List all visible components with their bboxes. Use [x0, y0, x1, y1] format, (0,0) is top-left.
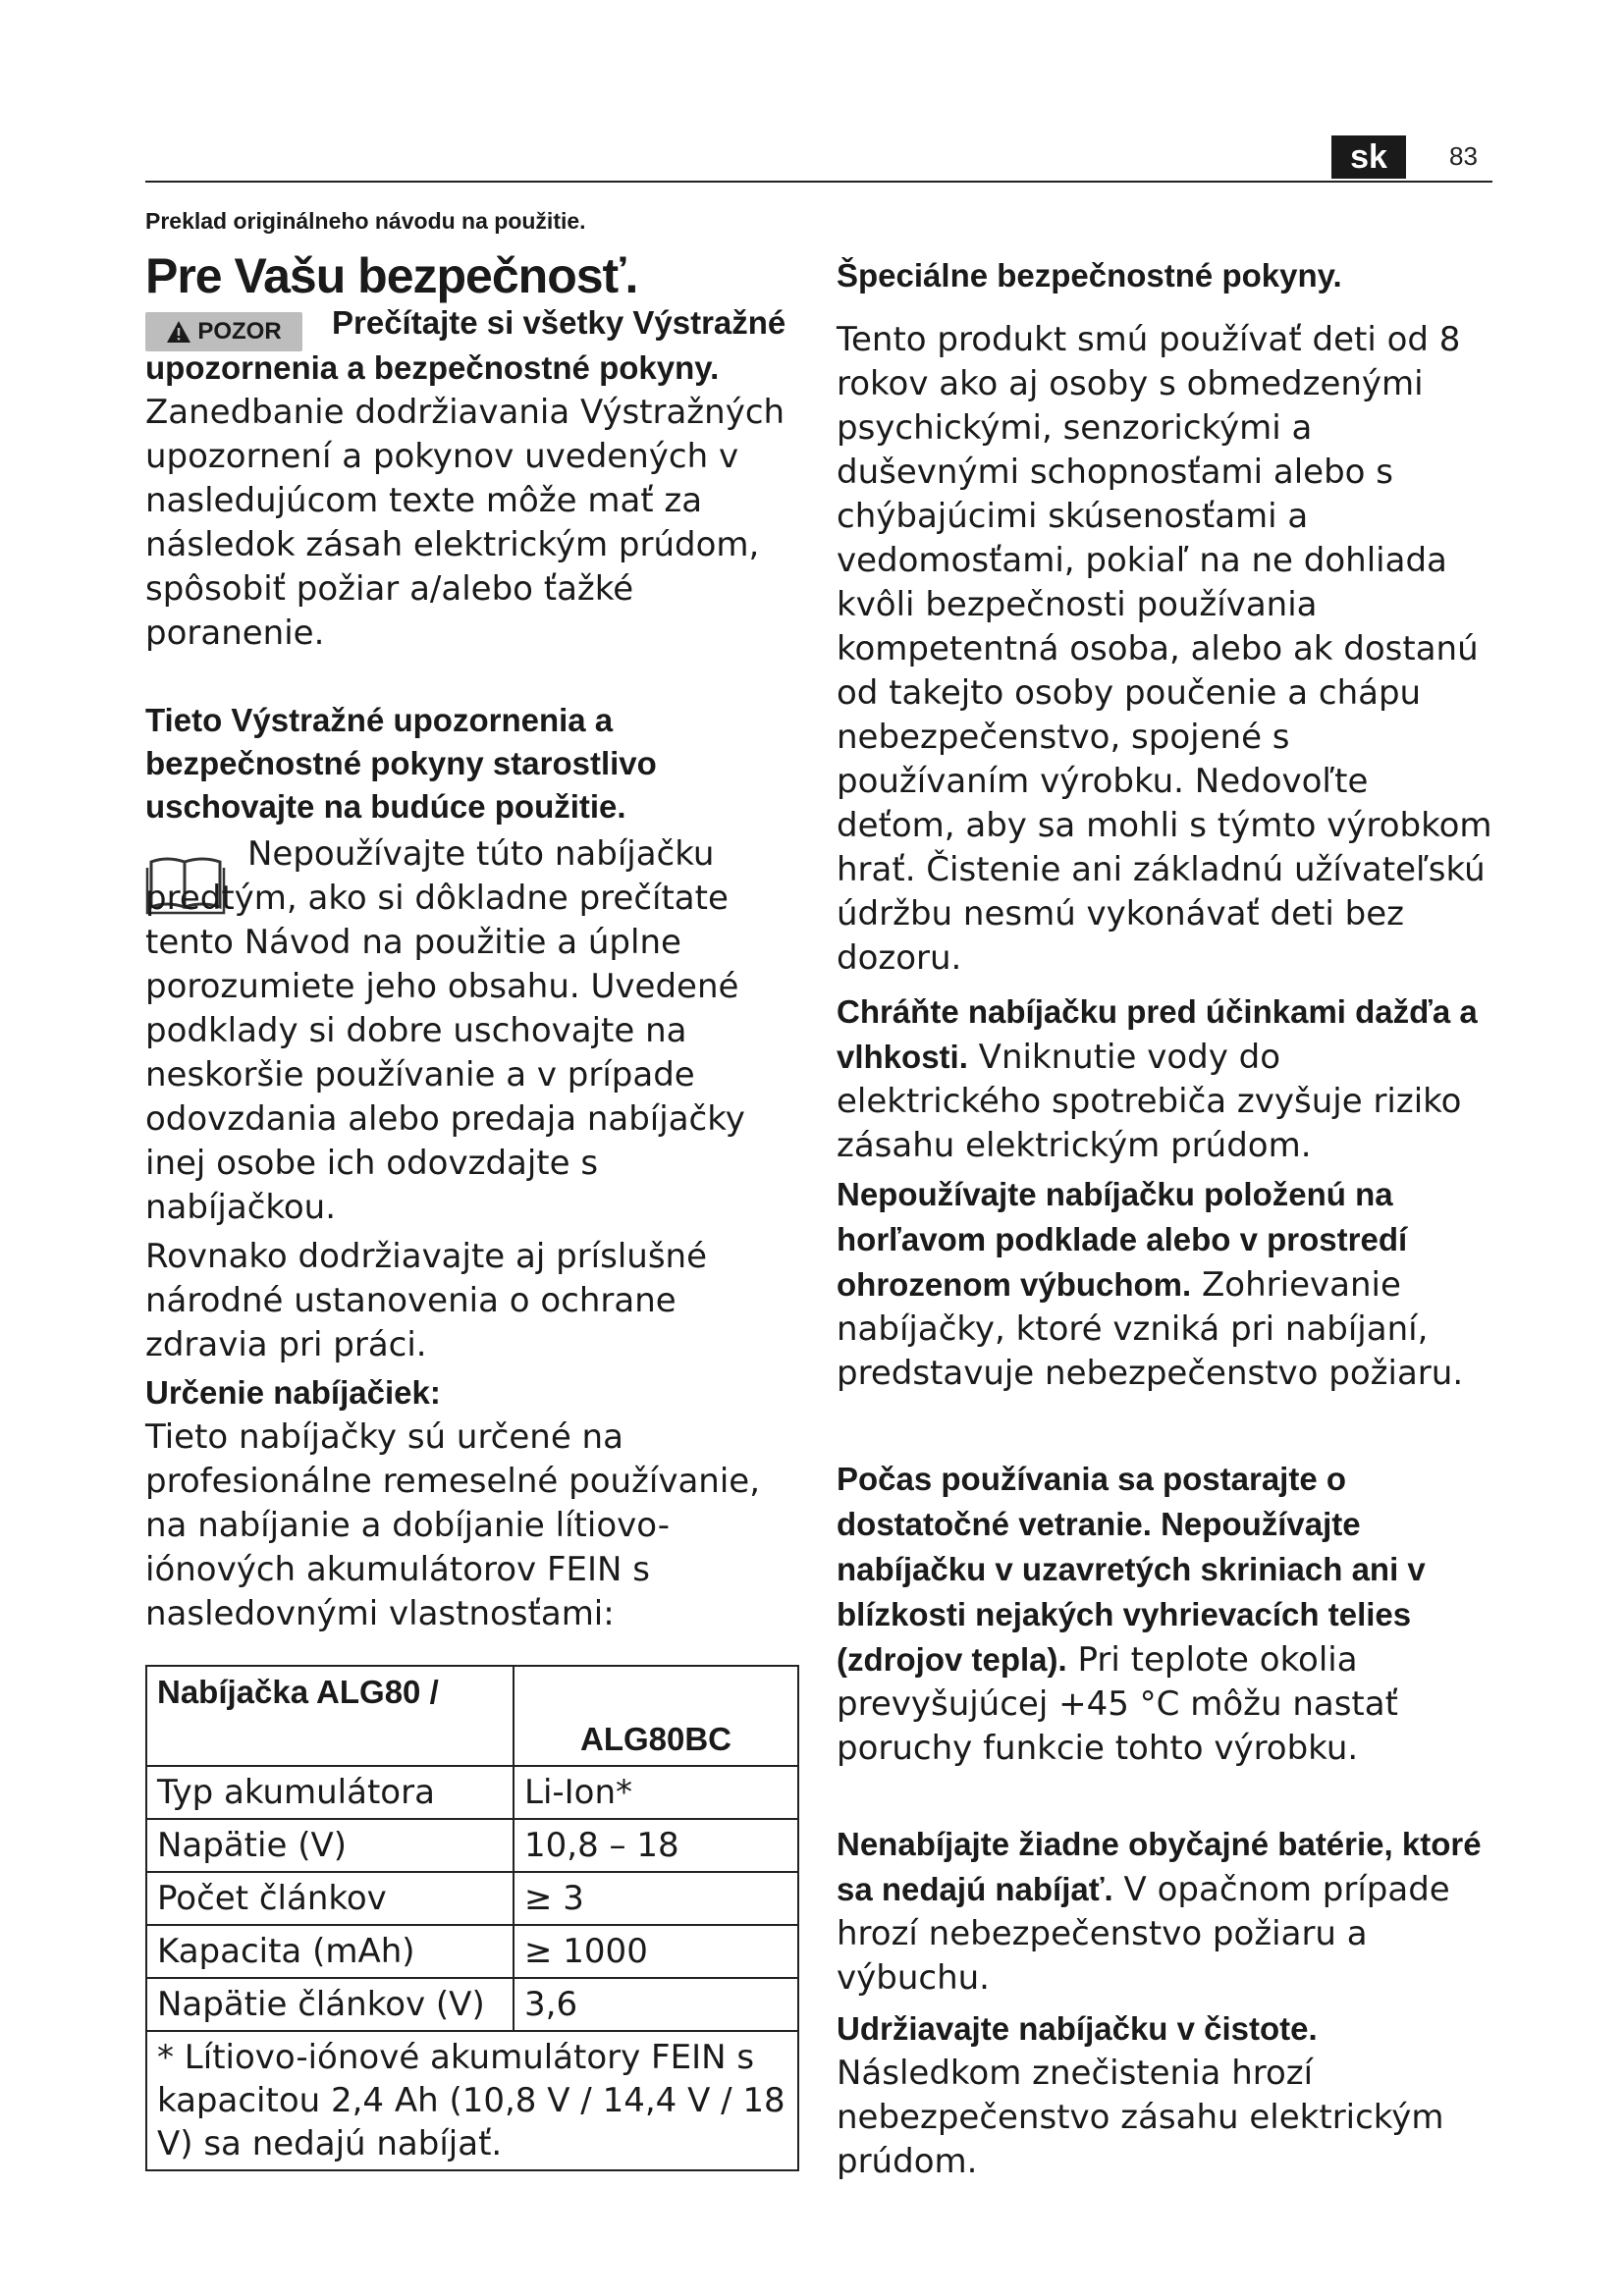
rain-moisture-paragraph: [837, 989, 1492, 1168]
page-number: 83: [1449, 141, 1478, 171]
read-manual-paragraph: [145, 832, 797, 1230]
table-cell-value: ≥ 1000: [514, 1925, 798, 1978]
non-rechargeable-text: V opačnom prípade hrozí nebezpečenstvo požiaru a výbuchu.: [837, 1870, 1450, 1998]
flammable-surface-bold: Nepoužívajte nabíjačku položenú na horľavom podklade alebo v prostredí ohrozenom výbuchom.: [837, 1176, 1408, 1303]
table-cell-label: Kapacita (mAh): [146, 1925, 514, 1978]
header-rule: [145, 181, 1492, 183]
intended-use-text: Tieto nabíjačky sú určené na profesionálne remeselné používanie, na nabíjanie a dobíjanie lítiovo-iónových akumulátorov FEIN s nasledovnými vlastnosťami:: [145, 1417, 761, 1633]
table-cell-value: 10,8 – 18: [514, 1819, 798, 1872]
language-tab: sk: [1331, 135, 1406, 179]
national-regulations-text: Rovnako dodržiavajte aj príslušné národné ustanovenia o ochrane zdravia pri práci.: [145, 1237, 708, 1364]
page-title: Pre Vašu bezpečnosť.: [145, 248, 638, 303]
non-rechargeable-paragraph: [837, 1822, 1492, 2001]
table-row: [146, 1978, 798, 2031]
children-text: Tento produkt smú používať deti od 8 rokov ako aj osoby s obmedzenými psychickými, senzorickými a duševnými schopnosťami alebo s chýbajúcimi skúsenosťami a vedomosťami, pokiaľ na ne dohliada kvôli bezpečnosti používania kompetentná osoba, alebo ak dostanú od takejto osoby poučenie a chápu nebezpečenstvo, spojené s používaním výrobku. Nedovoľte deťom, aby sa mohli s týmto výrobkom hrať. Čistenie ani základnú užívateľskú údržbu nesmú vykonávať deti bez dozoru.: [837, 320, 1492, 978]
ventilation-bold: Počas používania sa postarajte o dostatočné vetranie. Nepoužívajte nabíjačku v uzavretých skriniach ani v blízkosti nejakých vyhrievacích telies (zdrojov tepla).: [837, 1461, 1426, 1678]
read-manual-text: Nepoužívajte túto nabíjačku predtým, ako si dôkladne prečítate tento Návod na použitie a úplne porozumiete jeho obsahu. Uvedené podklady si dobre uschovajte na neskoršie používanie a v prípade odovzdania alebo predaja nabíjačky inej osobe ich odovzdajte s nabíjačkou.: [145, 834, 745, 1227]
safety-intro-bold: Prečítajte si všetky Výstražné upozornenia a bezpečnostné pokyny.: [145, 304, 786, 386]
rain-moisture-text: Vniknutie vody do elektrického spotrebiča zvyšuje riziko zásahu elektrickým prúdom.: [837, 1038, 1462, 1165]
keep-clean-text: Následkom znečistenia hrozí nebezpečenstvo zásahu elektrickým prúdom.: [837, 2054, 1444, 2181]
table-row: [146, 1872, 798, 1925]
special-safety-heading-text: Špeciálne bezpečnostné pokyny.: [837, 257, 1342, 294]
ventilation-paragraph: [837, 1457, 1492, 1771]
table-header-label: Nabíjačka ALG80 /: [146, 1666, 514, 1766]
flammable-surface-text: Zohrievanie nabíjačky, ktoré vzniká pri nabíjaní, predstavuje nebezpečenstvo požiaru.: [837, 1265, 1464, 1393]
keep-instructions-paragraph: [145, 699, 797, 828]
table-cell-label: Napätie článkov (V): [146, 1978, 514, 2031]
charger-spec-table: [145, 1665, 799, 2171]
table-footnote-row: [146, 2031, 798, 2170]
ventilation-text: Pri teplote okolia prevyšujúcej +45 °C môžu nastať poruchy funkcie tohto výrobku.: [837, 1640, 1398, 1768]
table-footnote: * Lítiovo-iónové akumulátory FEIN s kapacitou 2,4 Ah (10,8 V / 14,4 V / 18 V) sa nedajú nabíjať.: [146, 2031, 798, 2170]
special-safety-heading: [837, 253, 1492, 298]
intended-use-heading-text: Určenie nabíjačiek:: [145, 1374, 441, 1411]
table-cell-value: 3,6: [514, 1978, 798, 2031]
non-rechargeable-bold: Nenabíjajte žiadne obyčajné batérie, ktoré sa nedajú nabíjať.: [837, 1826, 1482, 1907]
table-header-row: [146, 1666, 798, 1766]
warning-badge-label: POZOR: [197, 318, 282, 345]
table-cell-value: ≥ 3: [514, 1872, 798, 1925]
table-cell-label: Počet článkov: [146, 1872, 514, 1925]
table-cell-label: Napätie (V): [146, 1819, 514, 1872]
safety-intro-text: Zanedbanie dodržiavania Výstražných upozornení a pokynov uvedených v nasledujúcom texte môže mať za následok zásah elektrickým prúdom, spôsobiť požiar a/alebo ťažké poranenie.: [145, 393, 785, 653]
flammable-surface-paragraph: [837, 1172, 1492, 1396]
keep-instructions-bold: Tieto Výstražné upozornenia a bezpečnostné pokyny starostlivo uschovajte na budúce použitie.: [145, 702, 657, 825]
safety-intro-paragraph: [145, 300, 797, 656]
table-header-value: ALG80BC: [514, 1666, 798, 1766]
keep-clean-bold: Udržiavajte nabíjačku v čistote.: [837, 2010, 1318, 2047]
intended-use-paragraph: [145, 1415, 797, 1636]
national-regulations-paragraph: [145, 1235, 797, 1367]
table-cell-value: Li-Ion*: [514, 1766, 798, 1819]
table-row: [146, 1925, 798, 1978]
intended-use-heading: [145, 1370, 797, 1415]
table-cell-label: Typ akumulátora: [146, 1766, 514, 1819]
translation-note: Preklad originálneho návodu na použitie.: [145, 208, 586, 234]
keep-clean-paragraph: [837, 2006, 1492, 2184]
table-row: [146, 1819, 798, 1872]
children-paragraph: [837, 318, 1492, 981]
rain-moisture-bold: Chráňte nabíjačku pred účinkami dažďa a vlhkosti.: [837, 993, 1478, 1075]
table-row: [146, 1766, 798, 1819]
